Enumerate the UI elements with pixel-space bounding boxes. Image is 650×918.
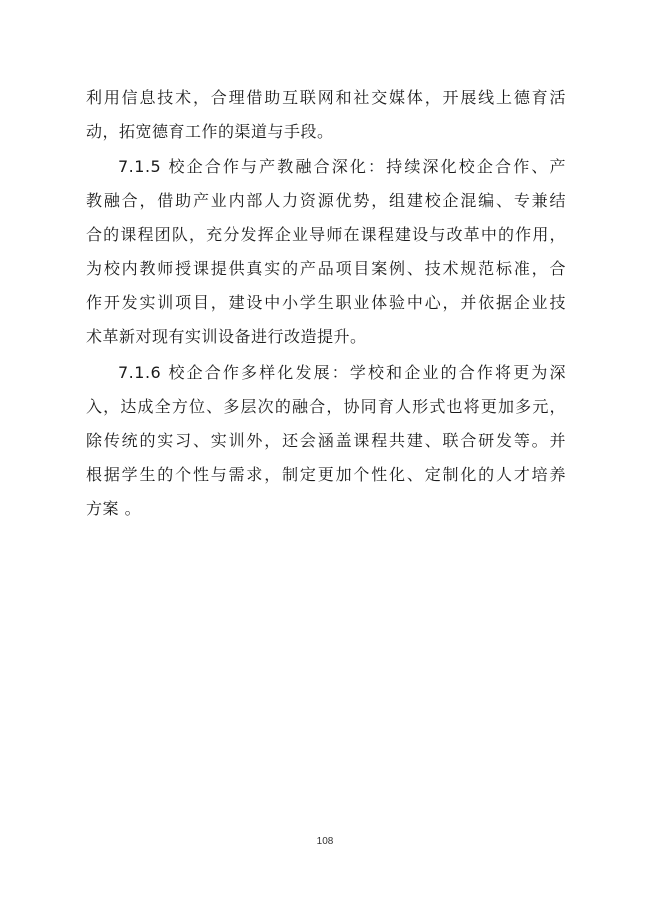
paragraph-line: 入，达成全方位、多层次的融合，协同育人形式也将更加多元， <box>86 397 566 416</box>
paragraph-7-1-5 <box>86 150 566 354</box>
paragraph-line: 根据学生的个性与需求，制定更加个性化、定制化的人才培养 <box>86 465 566 484</box>
paragraph-line: 7.1.5 校企合作与产教融合深化：持续深化校企合作、产 <box>118 157 566 176</box>
paragraph-7-1-6 <box>86 356 566 526</box>
paragraph-line: 合的课程团队，充分发挥企业导师在课程建设与改革中的作用， <box>86 225 566 244</box>
page-number: 108 <box>316 836 334 847</box>
paragraph-line: 方案 。 <box>86 499 142 518</box>
paragraph-line: 为校内教师授课提供真实的产品项目案例、技术规范标准，合 <box>86 259 566 278</box>
paragraph-line: 除传统的实习、实训外，还会涵盖课程共建、联合研发等。并 <box>86 431 566 450</box>
paragraph-line: 动，拓宽德育工作的渠道与手段。 <box>86 122 334 141</box>
paragraph-line: 7.1.6 校企合作多样化发展：学校和企业的合作将更为深 <box>118 363 566 382</box>
paragraph-line: 作开发实训项目，建设中小学生职业体验中心，并依据企业技 <box>86 293 566 312</box>
paragraph-line: 利用信息技术，合理借助互联网和社交媒体，开展线上德育活 <box>86 88 566 107</box>
paragraph-line: 教融合，借助产业内部人力资源优势，组建校企混编、专兼结 <box>86 191 566 210</box>
paragraph-line: 术革新对现有实训设备进行改造提升。 <box>86 327 367 346</box>
paragraph-moral-education-online <box>86 81 566 149</box>
